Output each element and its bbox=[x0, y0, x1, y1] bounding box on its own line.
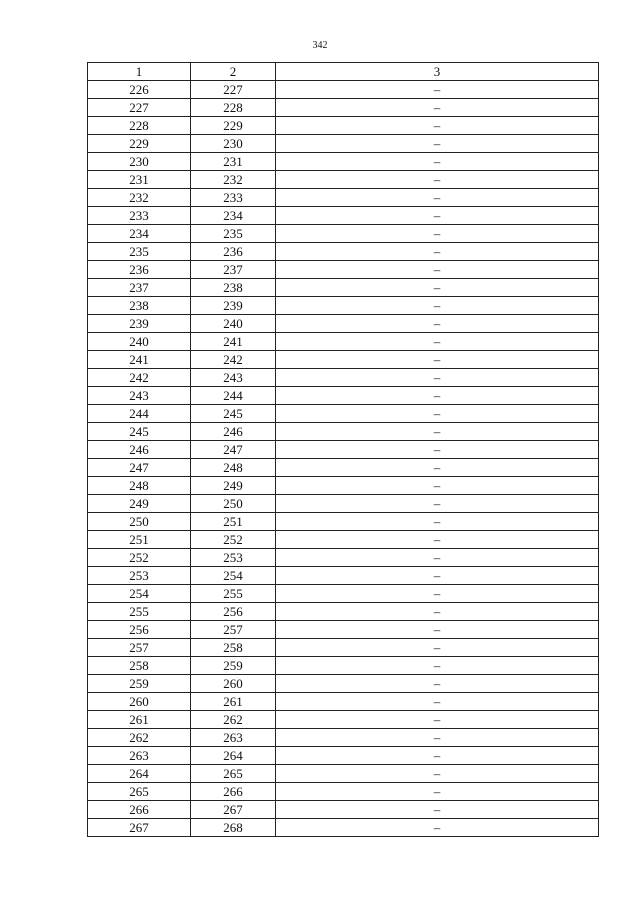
table-cell-col-3: – bbox=[276, 333, 599, 351]
table-cell-col-2: 250 bbox=[191, 495, 276, 513]
table-cell-col-2: 242 bbox=[191, 351, 276, 369]
table-cell-col-1: 267 bbox=[88, 819, 191, 837]
table-cell-col-3: – bbox=[276, 711, 599, 729]
table-cell-col-3: – bbox=[276, 459, 599, 477]
table-cell-col-2: 260 bbox=[191, 675, 276, 693]
table-cell-col-1: 262 bbox=[88, 729, 191, 747]
table-cell-col-3: – bbox=[276, 261, 599, 279]
table-row bbox=[88, 279, 599, 297]
table-row bbox=[88, 225, 599, 243]
column-header-1: 1 bbox=[88, 63, 191, 81]
table-cell-col-1: 226 bbox=[88, 81, 191, 99]
table-cell-col-1: 229 bbox=[88, 135, 191, 153]
table-cell-col-1: 264 bbox=[88, 765, 191, 783]
table-cell-col-1: 253 bbox=[88, 567, 191, 585]
table-cell-col-2: 252 bbox=[191, 531, 276, 549]
table-cell-col-3: – bbox=[276, 675, 599, 693]
table-cell-col-1: 245 bbox=[88, 423, 191, 441]
table-cell-col-3: – bbox=[276, 171, 599, 189]
table-row bbox=[88, 261, 599, 279]
table-cell-col-2: 263 bbox=[191, 729, 276, 747]
table-cell-col-3: – bbox=[276, 549, 599, 567]
table-cell-col-3: – bbox=[276, 765, 599, 783]
table-cell-col-1: 237 bbox=[88, 279, 191, 297]
table-row bbox=[88, 459, 599, 477]
table-cell-col-2: 239 bbox=[191, 297, 276, 315]
table-cell-col-1: 265 bbox=[88, 783, 191, 801]
table-row bbox=[88, 585, 599, 603]
table-cell-col-1: 259 bbox=[88, 675, 191, 693]
table-cell-col-2: 259 bbox=[191, 657, 276, 675]
table-cell-col-3: – bbox=[276, 279, 599, 297]
table-cell-col-2: 237 bbox=[191, 261, 276, 279]
page-number: 342 bbox=[312, 40, 328, 51]
table-cell-col-2: 234 bbox=[191, 207, 276, 225]
table-row bbox=[88, 657, 599, 675]
table-cell-col-3: – bbox=[276, 243, 599, 261]
table-cell-col-2: 244 bbox=[191, 387, 276, 405]
table-cell-col-2: 249 bbox=[191, 477, 276, 495]
table-row bbox=[88, 117, 599, 135]
table-cell-col-1: 236 bbox=[88, 261, 191, 279]
table-cell-col-1: 248 bbox=[88, 477, 191, 495]
table-header-row bbox=[88, 63, 599, 81]
table-cell-col-1: 250 bbox=[88, 513, 191, 531]
table-cell-col-1: 266 bbox=[88, 801, 191, 819]
table-cell-col-1: 233 bbox=[88, 207, 191, 225]
table-row bbox=[88, 153, 599, 171]
table-cell-col-3: – bbox=[276, 531, 599, 549]
data-table bbox=[87, 62, 599, 837]
table-cell-col-2: 254 bbox=[191, 567, 276, 585]
table-cell-col-1: 238 bbox=[88, 297, 191, 315]
table-cell-col-3: – bbox=[276, 567, 599, 585]
table-cell-col-3: – bbox=[276, 387, 599, 405]
table-cell-col-3: – bbox=[276, 81, 599, 99]
table-cell-col-3: – bbox=[276, 477, 599, 495]
table-cell-col-2: 241 bbox=[191, 333, 276, 351]
table-row bbox=[88, 531, 599, 549]
table-cell-col-1: 254 bbox=[88, 585, 191, 603]
table-cell-col-1: 247 bbox=[88, 459, 191, 477]
table-cell-col-2: 248 bbox=[191, 459, 276, 477]
table-row bbox=[88, 711, 599, 729]
table-row bbox=[88, 765, 599, 783]
table-row bbox=[88, 549, 599, 567]
table-cell-col-1: 235 bbox=[88, 243, 191, 261]
table-cell-col-2: 229 bbox=[191, 117, 276, 135]
table-cell-col-2: 266 bbox=[191, 783, 276, 801]
table-cell-col-3: – bbox=[276, 189, 599, 207]
table-cell-col-3: – bbox=[276, 729, 599, 747]
table-cell-col-3: – bbox=[276, 801, 599, 819]
table-cell-col-2: 261 bbox=[191, 693, 276, 711]
table-cell-col-2: 253 bbox=[191, 549, 276, 567]
column-header-2: 2 bbox=[191, 63, 276, 81]
table-cell-col-1: 255 bbox=[88, 603, 191, 621]
table-row bbox=[88, 747, 599, 765]
table-cell-col-1: 263 bbox=[88, 747, 191, 765]
table-cell-col-2: 232 bbox=[191, 171, 276, 189]
table-cell-col-3: – bbox=[276, 639, 599, 657]
table-cell-col-2: 265 bbox=[191, 765, 276, 783]
table-cell-col-3: – bbox=[276, 693, 599, 711]
table-cell-col-1: 234 bbox=[88, 225, 191, 243]
table-cell-col-2: 227 bbox=[191, 81, 276, 99]
table-cell-col-2: 255 bbox=[191, 585, 276, 603]
table-row bbox=[88, 297, 599, 315]
table-cell-col-3: – bbox=[276, 441, 599, 459]
table-cell-col-3: – bbox=[276, 747, 599, 765]
table-row bbox=[88, 207, 599, 225]
table-cell-col-2: 267 bbox=[191, 801, 276, 819]
table-cell-col-3: – bbox=[276, 513, 599, 531]
table-row bbox=[88, 675, 599, 693]
table-cell-col-3: – bbox=[276, 603, 599, 621]
table-cell-col-3: – bbox=[276, 783, 599, 801]
table-cell-col-1: 243 bbox=[88, 387, 191, 405]
table-cell-col-2: 243 bbox=[191, 369, 276, 387]
table-row bbox=[88, 513, 599, 531]
table-cell-col-3: – bbox=[276, 423, 599, 441]
table-cell-col-1: 239 bbox=[88, 315, 191, 333]
table-cell-col-2: 236 bbox=[191, 243, 276, 261]
table-cell-col-2: 258 bbox=[191, 639, 276, 657]
table-cell-col-1: 232 bbox=[88, 189, 191, 207]
table-cell-col-2: 257 bbox=[191, 621, 276, 639]
table-row bbox=[88, 333, 599, 351]
table-cell-col-2: 246 bbox=[191, 423, 276, 441]
table-row bbox=[88, 189, 599, 207]
table-cell-col-3: – bbox=[276, 369, 599, 387]
table-cell-col-1: 261 bbox=[88, 711, 191, 729]
table-row bbox=[88, 171, 599, 189]
table-cell-col-3: – bbox=[276, 315, 599, 333]
table-row bbox=[88, 621, 599, 639]
table-cell-col-2: 262 bbox=[191, 711, 276, 729]
table-row bbox=[88, 801, 599, 819]
table-row bbox=[88, 693, 599, 711]
table-row bbox=[88, 639, 599, 657]
table-cell-col-1: 231 bbox=[88, 171, 191, 189]
table-cell-col-1: 246 bbox=[88, 441, 191, 459]
table-cell-col-1: 257 bbox=[88, 639, 191, 657]
table-cell-col-2: 235 bbox=[191, 225, 276, 243]
table-cell-col-3: – bbox=[276, 657, 599, 675]
table-cell-col-1: 241 bbox=[88, 351, 191, 369]
table-cell-col-2: 230 bbox=[191, 135, 276, 153]
table-row bbox=[88, 81, 599, 99]
table-cell-col-1: 256 bbox=[88, 621, 191, 639]
table-row bbox=[88, 477, 599, 495]
table-cell-col-2: 240 bbox=[191, 315, 276, 333]
table-cell-col-2: 228 bbox=[191, 99, 276, 117]
table-cell-col-3: – bbox=[276, 99, 599, 117]
table-cell-col-2: 251 bbox=[191, 513, 276, 531]
table-cell-col-2: 245 bbox=[191, 405, 276, 423]
table-row bbox=[88, 387, 599, 405]
table-row bbox=[88, 243, 599, 261]
table-cell-col-2: 268 bbox=[191, 819, 276, 837]
table-cell-col-2: 247 bbox=[191, 441, 276, 459]
table-row bbox=[88, 819, 599, 837]
table-cell-col-1: 252 bbox=[88, 549, 191, 567]
table-row bbox=[88, 783, 599, 801]
table-cell-col-3: – bbox=[276, 621, 599, 639]
table-row bbox=[88, 369, 599, 387]
table-row bbox=[88, 315, 599, 333]
table-cell-col-3: – bbox=[276, 135, 599, 153]
table-body bbox=[88, 81, 599, 837]
column-header-3: 3 bbox=[276, 63, 599, 81]
table-cell-col-3: – bbox=[276, 585, 599, 603]
table-cell-col-1: 242 bbox=[88, 369, 191, 387]
table-cell-col-1: 228 bbox=[88, 117, 191, 135]
table-cell-col-1: 230 bbox=[88, 153, 191, 171]
table-row bbox=[88, 351, 599, 369]
table-cell-col-2: 231 bbox=[191, 153, 276, 171]
table-cell-col-1: 251 bbox=[88, 531, 191, 549]
table-cell-col-3: – bbox=[276, 153, 599, 171]
table-row bbox=[88, 603, 599, 621]
table-cell-col-2: 264 bbox=[191, 747, 276, 765]
table-cell-col-2: 238 bbox=[191, 279, 276, 297]
table-row bbox=[88, 495, 599, 513]
table-row bbox=[88, 729, 599, 747]
table-cell-col-3: – bbox=[276, 225, 599, 243]
table-row bbox=[88, 135, 599, 153]
table-cell-col-3: – bbox=[276, 297, 599, 315]
table-cell-col-3: – bbox=[276, 117, 599, 135]
table-cell-col-3: – bbox=[276, 207, 599, 225]
table-row bbox=[88, 441, 599, 459]
table-cell-col-3: – bbox=[276, 495, 599, 513]
table-cell-col-1: 260 bbox=[88, 693, 191, 711]
table-cell-col-3: – bbox=[276, 819, 599, 837]
table-cell-col-2: 256 bbox=[191, 603, 276, 621]
table-cell-col-1: 249 bbox=[88, 495, 191, 513]
table-cell-col-2: 233 bbox=[191, 189, 276, 207]
table-row bbox=[88, 405, 599, 423]
table-cell-col-1: 244 bbox=[88, 405, 191, 423]
table-cell-col-3: – bbox=[276, 351, 599, 369]
table-cell-col-1: 240 bbox=[88, 333, 191, 351]
table-row bbox=[88, 99, 599, 117]
table-row bbox=[88, 567, 599, 585]
table-cell-col-3: – bbox=[276, 405, 599, 423]
table-row bbox=[88, 423, 599, 441]
table-cell-col-1: 227 bbox=[88, 99, 191, 117]
table-cell-col-1: 258 bbox=[88, 657, 191, 675]
